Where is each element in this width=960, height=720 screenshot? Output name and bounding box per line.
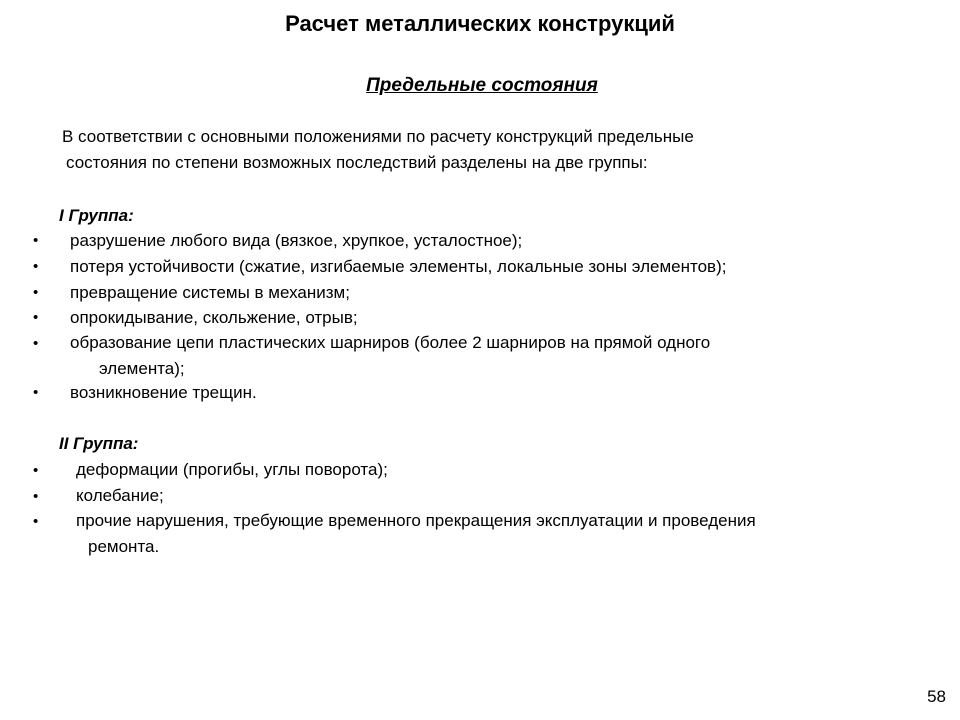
group-1-item-2: потеря устойчивости (сжатие, изгибаемые элементы, локальные зоны элементов); xyxy=(70,257,727,276)
bullet-icon: • xyxy=(33,309,39,326)
intro-line-2: состояния по степени возможных последствий разделены на две группы: xyxy=(66,153,648,172)
group-1-item-5-line-2: элемента); xyxy=(99,359,185,378)
group-1-item-5-line-1: образование цепи пластических шарниров (более 2 шарниров на прямой одного xyxy=(70,333,711,352)
group-2-item-3 xyxy=(76,508,756,560)
group-2-item-3-line-2: ремонта. xyxy=(88,537,160,556)
group-1-item-1: разрушение любого вида (вязкое, хрупкое, усталостное); xyxy=(70,231,523,250)
intro-paragraph xyxy=(62,124,882,176)
group-1-item-3: превращение системы в механизм; xyxy=(70,283,350,302)
group-2-heading: II Группа: xyxy=(59,434,139,453)
bullet-icon: • xyxy=(33,384,39,401)
intro-line-1: В соответствии с основными положениями по расчету конструкций предельные xyxy=(62,127,694,146)
group-2-item-2: колебание; xyxy=(76,486,164,505)
group-1-item-5 xyxy=(70,330,710,382)
bullet-icon: • xyxy=(33,232,39,249)
group-2-item-1: деформации (прогибы, углы поворота); xyxy=(76,460,388,479)
group-2-item-3-line-1: прочие нарушения, требующие временного прекращения эксплуатации и проведения xyxy=(76,511,756,530)
bullet-icon: • xyxy=(33,513,39,530)
group-1-item-6: возникновение трещин. xyxy=(70,383,257,402)
bullet-icon: • xyxy=(33,462,39,479)
bullet-icon: • xyxy=(33,488,39,505)
group-1-item-4: опрокидывание, скольжение, отрыв; xyxy=(70,308,358,327)
slide-subtitle: Предельные состояния xyxy=(366,75,598,96)
bullet-icon: • xyxy=(33,258,39,275)
group-1-heading: I Группа: xyxy=(59,206,134,225)
bullet-icon: • xyxy=(33,284,39,301)
slide-title: Расчет металлических конструкций xyxy=(285,11,675,36)
page-number: 58 xyxy=(927,687,946,706)
bullet-icon: • xyxy=(33,335,39,352)
